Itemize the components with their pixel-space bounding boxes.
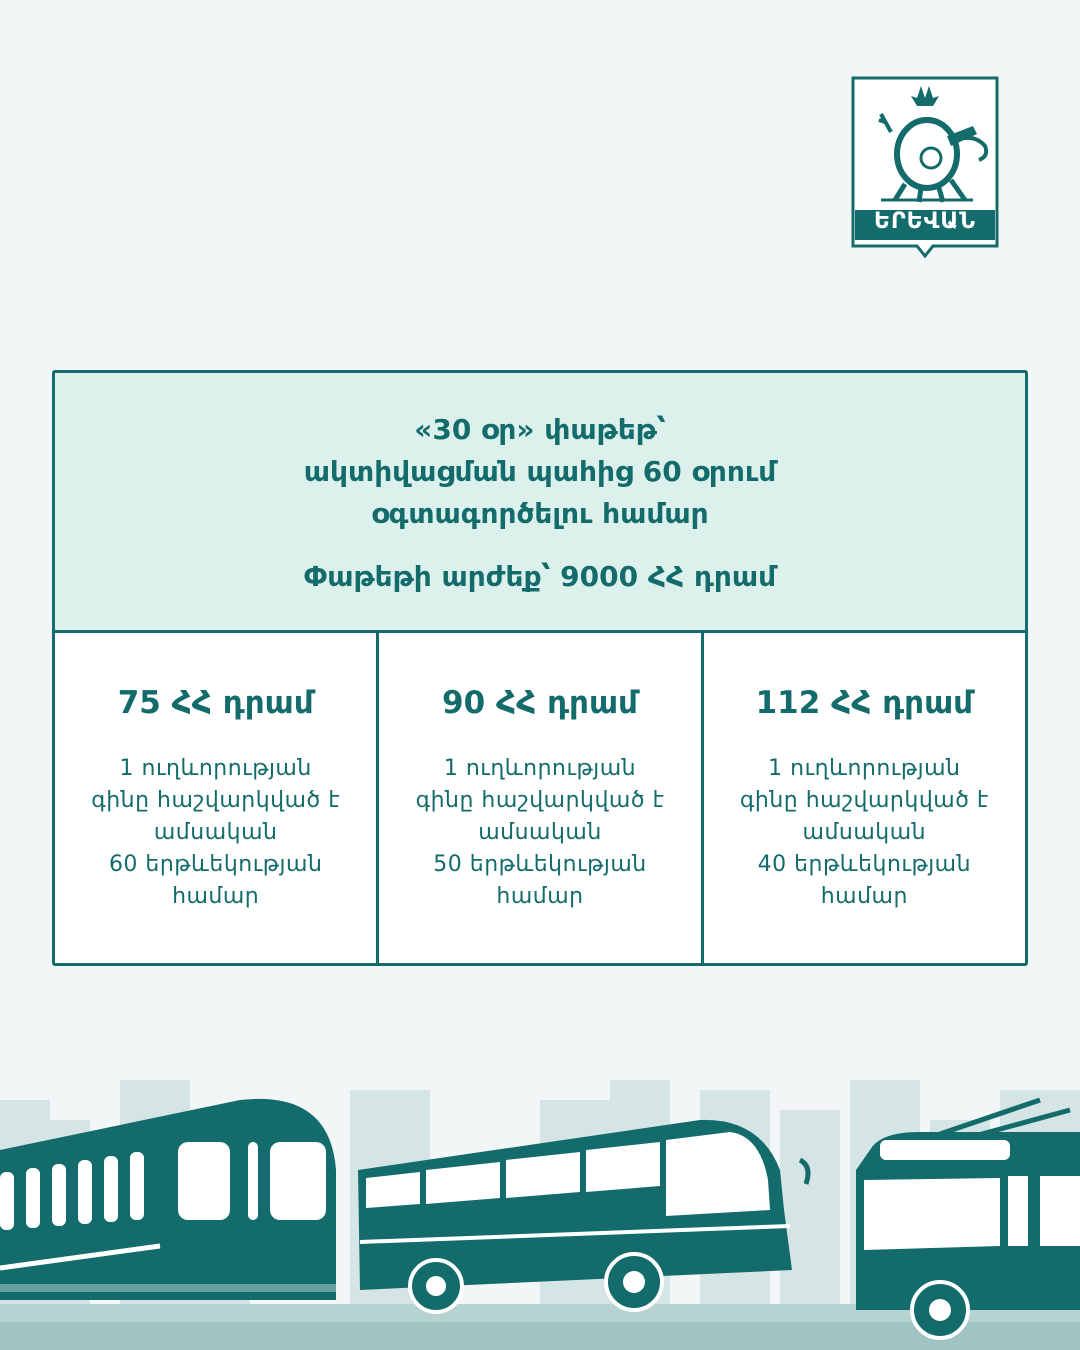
- fare-column-trolleybus: [701, 633, 1025, 963]
- desc-line: համար: [820, 884, 908, 909]
- package-title: [55, 409, 1025, 535]
- tariff-card: [52, 370, 1028, 966]
- desc-line: 1 ուղևորության: [443, 756, 637, 781]
- yerevan-logo: [851, 76, 999, 258]
- desc-line: գինը հաշվարկված է: [415, 788, 665, 813]
- logo-text: ԵՐԵՎԱՆ: [873, 209, 977, 234]
- card-header: [55, 373, 1025, 633]
- fare-columns: [55, 633, 1025, 963]
- desc-line: ամսական: [478, 820, 602, 845]
- desc-line: գինը հաշվարկված է: [739, 788, 989, 813]
- fare-description: [379, 753, 700, 913]
- desc-line: համար: [172, 884, 260, 909]
- fare-description: [704, 753, 1025, 913]
- fare-column-bus: [376, 633, 700, 963]
- title-line: ակտիվացման պահից 60 օրում: [303, 455, 777, 488]
- package-price: Փաթեթի արժեք՝ 9000 ՀՀ դրամ: [303, 560, 777, 593]
- fare-price: 90 ՀՀ դրամ: [442, 685, 638, 721]
- transport-illustration: [0, 1060, 1080, 1350]
- fare-description: [55, 753, 376, 913]
- desc-line: ամսական: [802, 820, 927, 845]
- title-line: «30 օր» փաթեթ՝: [414, 413, 666, 446]
- fare-price: 75 ՀՀ դրամ: [117, 685, 314, 721]
- fare-column-metro: [55, 633, 376, 963]
- fare-price: 112 ՀՀ դրամ: [755, 685, 974, 721]
- desc-line: համար: [496, 884, 584, 909]
- desc-line: 60 երթևեկության: [108, 852, 323, 877]
- desc-line: 40 երթևեկության: [757, 852, 972, 877]
- desc-line: 50 երթևեկության: [433, 852, 647, 877]
- title-line: օգտագործելու համար: [371, 497, 709, 530]
- desc-line: 1 ուղևորության: [768, 756, 961, 781]
- desc-line: 1 ուղևորության: [119, 756, 312, 781]
- desc-line: գինը հաշվարկված է: [91, 788, 341, 813]
- desc-line: ամսական: [153, 820, 278, 845]
